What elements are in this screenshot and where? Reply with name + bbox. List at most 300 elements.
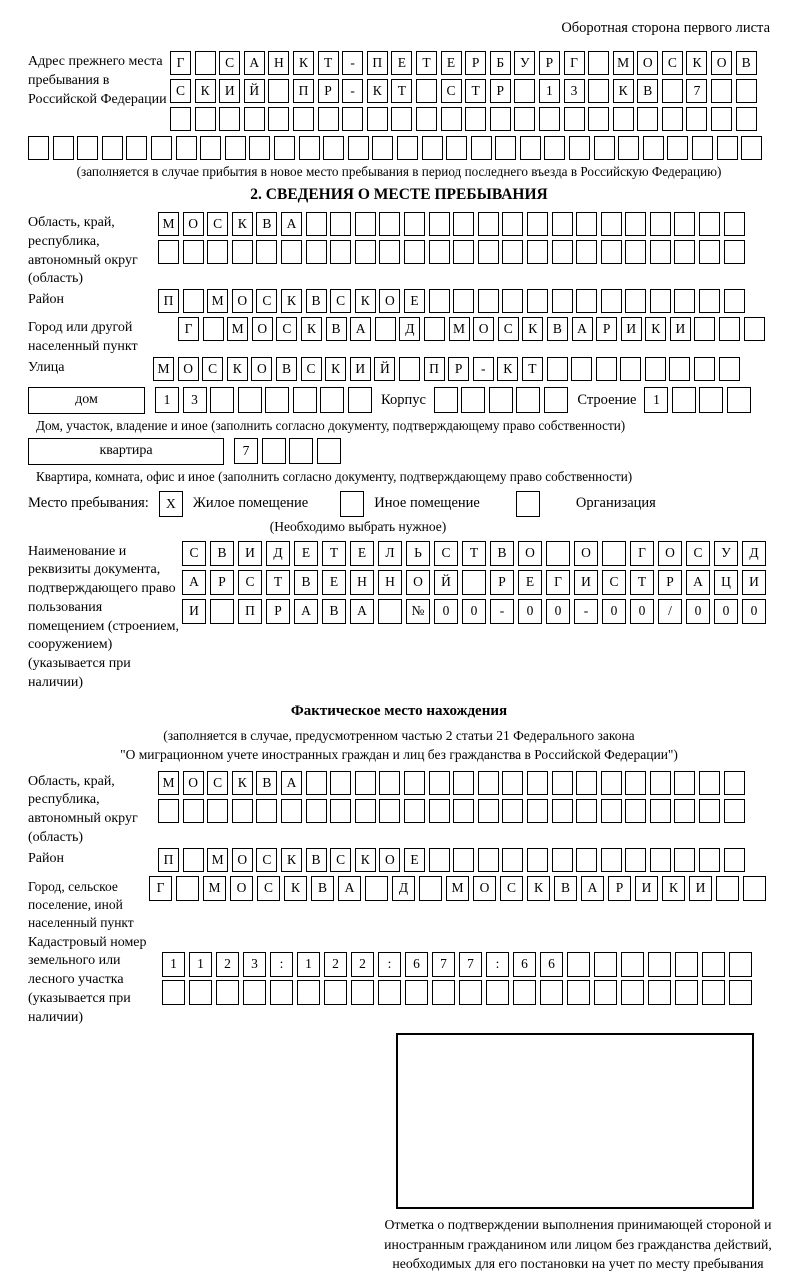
char-box[interactable] xyxy=(306,771,327,795)
char-box[interactable] xyxy=(293,107,314,131)
char-box[interactable]: Д xyxy=(742,541,766,566)
char-box[interactable]: Е xyxy=(518,570,542,595)
char-box[interactable] xyxy=(330,212,351,236)
char-box[interactable] xyxy=(355,799,376,823)
char-box[interactable] xyxy=(625,240,646,264)
char-box[interactable] xyxy=(195,51,216,75)
char-box[interactable] xyxy=(170,107,191,131)
char-box[interactable] xyxy=(434,387,458,413)
char-box[interactable] xyxy=(77,136,98,160)
char-box[interactable] xyxy=(527,212,548,236)
char-box[interactable] xyxy=(650,240,671,264)
char-box[interactable]: - xyxy=(342,79,363,103)
char-box[interactable] xyxy=(429,212,450,236)
char-box[interactable]: К xyxy=(686,51,707,75)
char-box[interactable] xyxy=(293,387,317,413)
char-box[interactable] xyxy=(378,980,401,1005)
char-box[interactable]: С xyxy=(434,541,458,566)
char-box[interactable]: № xyxy=(406,599,430,624)
char-box[interactable]: Д xyxy=(266,541,290,566)
char-box[interactable] xyxy=(674,771,695,795)
char-box[interactable] xyxy=(323,136,344,160)
char-box[interactable] xyxy=(162,980,185,1005)
char-box[interactable] xyxy=(736,79,757,103)
char-box[interactable]: К xyxy=(232,212,253,236)
char-box[interactable] xyxy=(268,79,289,103)
char-box[interactable]: 1 xyxy=(297,952,320,977)
char-box[interactable]: П xyxy=(293,79,314,103)
char-box[interactable] xyxy=(126,136,147,160)
char-box[interactable] xyxy=(601,848,622,872)
char-box[interactable] xyxy=(351,980,374,1005)
char-box[interactable]: И xyxy=(742,570,766,595)
char-box[interactable]: 1 xyxy=(539,79,560,103)
char-box[interactable] xyxy=(552,799,573,823)
char-box[interactable]: М xyxy=(449,317,470,341)
checkbox-organizatsiya[interactable] xyxy=(516,491,540,517)
char-box[interactable] xyxy=(397,136,418,160)
char-box[interactable] xyxy=(495,136,516,160)
char-box[interactable]: 7 xyxy=(686,79,707,103)
char-box[interactable] xyxy=(527,799,548,823)
char-box[interactable]: Р xyxy=(490,570,514,595)
char-box[interactable] xyxy=(378,599,402,624)
char-box[interactable] xyxy=(564,107,585,131)
char-box[interactable]: 1 xyxy=(155,387,179,413)
char-box[interactable] xyxy=(552,212,573,236)
char-box[interactable] xyxy=(724,212,745,236)
char-box[interactable] xyxy=(650,212,671,236)
char-box[interactable] xyxy=(547,357,568,381)
char-box[interactable] xyxy=(189,980,212,1005)
char-box[interactable]: 0 xyxy=(714,599,738,624)
char-box[interactable] xyxy=(650,848,671,872)
char-box[interactable]: О xyxy=(178,357,199,381)
char-box[interactable] xyxy=(158,799,179,823)
char-box[interactable] xyxy=(625,771,646,795)
char-box[interactable]: С xyxy=(182,541,206,566)
char-box[interactable]: О xyxy=(251,357,272,381)
char-box[interactable]: А xyxy=(338,876,361,901)
char-box[interactable] xyxy=(702,980,725,1005)
char-box[interactable] xyxy=(478,799,499,823)
char-box[interactable]: Т xyxy=(391,79,412,103)
char-box[interactable] xyxy=(453,848,474,872)
char-box[interactable]: А xyxy=(244,51,265,75)
char-box[interactable]: М xyxy=(158,212,179,236)
char-box[interactable] xyxy=(567,980,590,1005)
char-box[interactable] xyxy=(429,240,450,264)
char-box[interactable] xyxy=(502,848,523,872)
char-box[interactable] xyxy=(625,848,646,872)
char-box[interactable] xyxy=(429,799,450,823)
char-box[interactable] xyxy=(465,107,486,131)
char-box[interactable] xyxy=(514,107,535,131)
char-box[interactable] xyxy=(645,357,666,381)
char-box[interactable] xyxy=(601,771,622,795)
char-box[interactable]: Й xyxy=(244,79,265,103)
char-box[interactable]: Н xyxy=(268,51,289,75)
char-box[interactable]: О xyxy=(379,289,400,313)
char-box[interactable]: А xyxy=(350,599,374,624)
char-box[interactable]: Т xyxy=(462,541,486,566)
char-box[interactable] xyxy=(355,212,376,236)
char-box[interactable] xyxy=(699,799,720,823)
char-box[interactable]: Р xyxy=(448,357,469,381)
char-box[interactable] xyxy=(601,240,622,264)
char-box[interactable] xyxy=(694,317,715,341)
char-box[interactable] xyxy=(330,240,351,264)
char-box[interactable]: И xyxy=(574,570,598,595)
char-box[interactable] xyxy=(210,387,234,413)
char-box[interactable]: Н xyxy=(378,570,402,595)
char-box[interactable] xyxy=(662,107,683,131)
char-box[interactable]: К xyxy=(284,876,307,901)
char-box[interactable]: 0 xyxy=(630,599,654,624)
char-box[interactable] xyxy=(569,136,590,160)
char-box[interactable] xyxy=(588,107,609,131)
char-box[interactable] xyxy=(576,848,597,872)
char-box[interactable] xyxy=(486,980,509,1005)
char-box[interactable]: Г xyxy=(149,876,172,901)
char-box[interactable]: И xyxy=(219,79,240,103)
char-box[interactable]: 0 xyxy=(434,599,458,624)
char-box[interactable] xyxy=(391,107,412,131)
char-box[interactable]: П xyxy=(238,599,262,624)
char-box[interactable]: Е xyxy=(404,848,425,872)
char-box[interactable] xyxy=(429,771,450,795)
char-box[interactable] xyxy=(552,240,573,264)
char-box[interactable]: К xyxy=(367,79,388,103)
char-box[interactable]: В xyxy=(256,212,277,236)
char-box[interactable] xyxy=(274,136,295,160)
char-box[interactable] xyxy=(744,317,765,341)
char-box[interactable]: 3 xyxy=(564,79,585,103)
char-box[interactable] xyxy=(281,240,302,264)
char-box[interactable] xyxy=(432,980,455,1005)
char-box[interactable]: К xyxy=(355,848,376,872)
char-box[interactable] xyxy=(200,136,221,160)
char-box[interactable]: Р xyxy=(539,51,560,75)
char-box[interactable] xyxy=(711,107,732,131)
char-box[interactable] xyxy=(686,107,707,131)
char-box[interactable] xyxy=(596,357,617,381)
char-box[interactable]: 2 xyxy=(216,952,239,977)
char-box[interactable]: 3 xyxy=(243,952,266,977)
checkbox-zhiloe[interactable]: X xyxy=(159,491,183,517)
char-box[interactable]: А xyxy=(350,317,371,341)
char-box[interactable] xyxy=(478,212,499,236)
char-box[interactable] xyxy=(306,799,327,823)
char-box[interactable] xyxy=(699,848,720,872)
char-box[interactable]: А xyxy=(686,570,710,595)
char-box[interactable]: Е xyxy=(404,289,425,313)
char-box[interactable]: К xyxy=(293,51,314,75)
char-box[interactable] xyxy=(419,876,442,901)
char-box[interactable] xyxy=(195,107,216,131)
char-box[interactable]: 3 xyxy=(183,387,207,413)
char-box[interactable]: В xyxy=(306,848,327,872)
char-box[interactable] xyxy=(297,980,320,1005)
char-box[interactable]: И xyxy=(670,317,691,341)
char-box[interactable] xyxy=(372,136,393,160)
char-box[interactable]: М xyxy=(446,876,469,901)
char-box[interactable]: С xyxy=(256,848,277,872)
char-box[interactable] xyxy=(699,387,723,413)
char-box[interactable]: В xyxy=(490,541,514,566)
char-box[interactable] xyxy=(667,136,688,160)
char-box[interactable] xyxy=(576,212,597,236)
char-box[interactable] xyxy=(183,240,204,264)
char-box[interactable] xyxy=(675,980,698,1005)
char-box[interactable]: Т xyxy=(416,51,437,75)
char-box[interactable]: В xyxy=(736,51,757,75)
char-box[interactable]: С xyxy=(256,289,277,313)
char-box[interactable] xyxy=(268,107,289,131)
char-box[interactable] xyxy=(637,107,658,131)
char-box[interactable]: Р xyxy=(318,79,339,103)
char-box[interactable] xyxy=(594,980,617,1005)
char-box[interactable]: В xyxy=(210,541,234,566)
char-box[interactable]: С xyxy=(202,357,223,381)
char-box[interactable] xyxy=(330,799,351,823)
char-box[interactable]: О xyxy=(574,541,598,566)
char-box[interactable]: / xyxy=(658,599,682,624)
char-box[interactable]: 1 xyxy=(162,952,185,977)
char-box[interactable] xyxy=(743,876,766,901)
char-box[interactable] xyxy=(716,876,739,901)
char-box[interactable]: М xyxy=(207,289,228,313)
char-box[interactable] xyxy=(210,599,234,624)
char-box[interactable]: 6 xyxy=(513,952,536,977)
char-box[interactable] xyxy=(219,107,240,131)
char-box[interactable] xyxy=(576,771,597,795)
char-box[interactable] xyxy=(699,212,720,236)
char-box[interactable] xyxy=(544,136,565,160)
char-box[interactable]: Й xyxy=(434,570,458,595)
char-box[interactable]: К xyxy=(232,771,253,795)
char-box[interactable]: А xyxy=(581,876,604,901)
char-box[interactable] xyxy=(317,438,341,464)
char-box[interactable]: С xyxy=(441,79,462,103)
char-box[interactable]: К xyxy=(522,317,543,341)
char-box[interactable]: О xyxy=(473,876,496,901)
char-box[interactable]: С xyxy=(207,771,228,795)
char-box[interactable] xyxy=(674,799,695,823)
char-box[interactable] xyxy=(650,771,671,795)
char-box[interactable] xyxy=(453,771,474,795)
char-box[interactable]: : xyxy=(378,952,401,977)
char-box[interactable] xyxy=(405,980,428,1005)
char-box[interactable] xyxy=(176,136,197,160)
char-box[interactable] xyxy=(404,240,425,264)
char-box[interactable] xyxy=(207,799,228,823)
char-box[interactable]: Т xyxy=(266,570,290,595)
char-box[interactable]: С xyxy=(219,51,240,75)
char-box[interactable]: 6 xyxy=(540,952,563,977)
char-box[interactable] xyxy=(416,79,437,103)
char-box[interactable]: 7 xyxy=(234,438,258,464)
char-box[interactable] xyxy=(527,771,548,795)
char-box[interactable]: К xyxy=(497,357,518,381)
char-box[interactable]: Е xyxy=(391,51,412,75)
char-box[interactable] xyxy=(571,357,592,381)
char-box[interactable] xyxy=(514,79,535,103)
char-box[interactable] xyxy=(729,980,752,1005)
char-box[interactable] xyxy=(674,289,695,313)
char-box[interactable] xyxy=(404,212,425,236)
char-box[interactable] xyxy=(232,799,253,823)
char-box[interactable] xyxy=(306,240,327,264)
char-box[interactable]: М xyxy=(203,876,226,901)
char-box[interactable] xyxy=(176,876,199,901)
char-box[interactable] xyxy=(672,387,696,413)
char-box[interactable] xyxy=(471,136,492,160)
char-box[interactable]: К xyxy=(645,317,666,341)
char-box[interactable] xyxy=(620,357,641,381)
char-box[interactable] xyxy=(441,107,462,131)
char-box[interactable] xyxy=(232,240,253,264)
char-box[interactable] xyxy=(674,240,695,264)
char-box[interactable] xyxy=(527,240,548,264)
char-box[interactable] xyxy=(625,289,646,313)
char-box[interactable]: Л xyxy=(378,541,402,566)
char-box[interactable]: Ь xyxy=(406,541,430,566)
char-box[interactable]: К xyxy=(662,876,685,901)
char-box[interactable] xyxy=(28,136,49,160)
char-box[interactable] xyxy=(625,212,646,236)
char-box[interactable]: 0 xyxy=(518,599,542,624)
char-box[interactable] xyxy=(702,952,725,977)
char-box[interactable] xyxy=(216,980,239,1005)
char-box[interactable] xyxy=(102,136,123,160)
char-box[interactable] xyxy=(348,136,369,160)
char-box[interactable] xyxy=(183,848,204,872)
char-box[interactable]: С xyxy=(662,51,683,75)
char-box[interactable]: 0 xyxy=(462,599,486,624)
char-box[interactable] xyxy=(244,107,265,131)
char-box[interactable] xyxy=(621,980,644,1005)
char-box[interactable]: В xyxy=(311,876,334,901)
char-box[interactable]: П xyxy=(158,289,179,313)
char-box[interactable] xyxy=(399,357,420,381)
char-box[interactable] xyxy=(478,848,499,872)
char-box[interactable]: - xyxy=(574,599,598,624)
char-box[interactable] xyxy=(648,952,671,977)
char-box[interactable] xyxy=(446,136,467,160)
char-box[interactable] xyxy=(453,799,474,823)
char-box[interactable] xyxy=(662,79,683,103)
char-box[interactable]: - xyxy=(490,599,514,624)
char-box[interactable] xyxy=(379,212,400,236)
char-box[interactable]: Г xyxy=(178,317,199,341)
char-box[interactable]: : xyxy=(270,952,293,977)
char-box[interactable]: Н xyxy=(350,570,374,595)
char-box[interactable]: 6 xyxy=(405,952,428,977)
char-box[interactable]: С xyxy=(238,570,262,595)
char-box[interactable] xyxy=(527,289,548,313)
char-box[interactable]: С xyxy=(170,79,191,103)
char-box[interactable] xyxy=(724,240,745,264)
char-box[interactable] xyxy=(265,387,289,413)
char-box[interactable] xyxy=(249,136,270,160)
char-box[interactable]: О xyxy=(658,541,682,566)
char-box[interactable]: К xyxy=(195,79,216,103)
char-box[interactable]: И xyxy=(635,876,658,901)
char-box[interactable] xyxy=(183,289,204,313)
char-box[interactable] xyxy=(330,771,351,795)
char-box[interactable]: 7 xyxy=(432,952,455,977)
char-box[interactable]: Д xyxy=(399,317,420,341)
char-box[interactable] xyxy=(520,136,541,160)
char-box[interactable] xyxy=(375,317,396,341)
char-box[interactable]: В xyxy=(554,876,577,901)
char-box[interactable]: Е xyxy=(294,541,318,566)
char-box[interactable] xyxy=(502,240,523,264)
char-box[interactable] xyxy=(650,799,671,823)
char-box[interactable] xyxy=(719,357,740,381)
char-box[interactable]: О xyxy=(637,51,658,75)
char-box[interactable] xyxy=(669,357,690,381)
char-box[interactable] xyxy=(355,771,376,795)
char-box[interactable]: О xyxy=(473,317,494,341)
char-box[interactable] xyxy=(546,541,570,566)
char-box[interactable]: Т xyxy=(322,541,346,566)
char-box[interactable] xyxy=(453,240,474,264)
char-box[interactable]: Т xyxy=(465,79,486,103)
char-box[interactable]: В xyxy=(326,317,347,341)
char-box[interactable] xyxy=(674,848,695,872)
char-box[interactable] xyxy=(602,541,626,566)
char-box[interactable]: М xyxy=(158,771,179,795)
char-box[interactable] xyxy=(588,79,609,103)
char-box[interactable] xyxy=(552,771,573,795)
char-box[interactable] xyxy=(576,240,597,264)
char-box[interactable] xyxy=(540,980,563,1005)
char-box[interactable] xyxy=(576,799,597,823)
char-box[interactable] xyxy=(699,240,720,264)
char-box[interactable]: У xyxy=(714,541,738,566)
char-box[interactable]: О xyxy=(183,212,204,236)
char-box[interactable]: В xyxy=(306,289,327,313)
char-box[interactable]: 0 xyxy=(602,599,626,624)
char-box[interactable]: М xyxy=(227,317,248,341)
char-box[interactable]: К xyxy=(527,876,550,901)
char-box[interactable] xyxy=(724,771,745,795)
char-box[interactable]: К xyxy=(281,848,302,872)
char-box[interactable] xyxy=(643,136,664,160)
char-box[interactable] xyxy=(478,771,499,795)
char-box[interactable] xyxy=(225,136,246,160)
char-box[interactable] xyxy=(453,289,474,313)
char-box[interactable]: О xyxy=(232,289,253,313)
char-box[interactable]: Р xyxy=(608,876,631,901)
char-box[interactable]: В xyxy=(256,771,277,795)
char-box[interactable] xyxy=(502,771,523,795)
char-box[interactable]: И xyxy=(238,541,262,566)
char-box[interactable]: В xyxy=(637,79,658,103)
char-box[interactable]: К xyxy=(227,357,248,381)
char-box[interactable]: - xyxy=(342,51,363,75)
char-box[interactable]: А xyxy=(572,317,593,341)
char-box[interactable] xyxy=(576,289,597,313)
checkbox-inoe[interactable] xyxy=(340,491,364,517)
char-box[interactable]: С xyxy=(301,357,322,381)
char-box[interactable] xyxy=(262,438,286,464)
char-box[interactable]: Й xyxy=(374,357,395,381)
char-box[interactable]: О xyxy=(518,541,542,566)
char-box[interactable] xyxy=(711,79,732,103)
